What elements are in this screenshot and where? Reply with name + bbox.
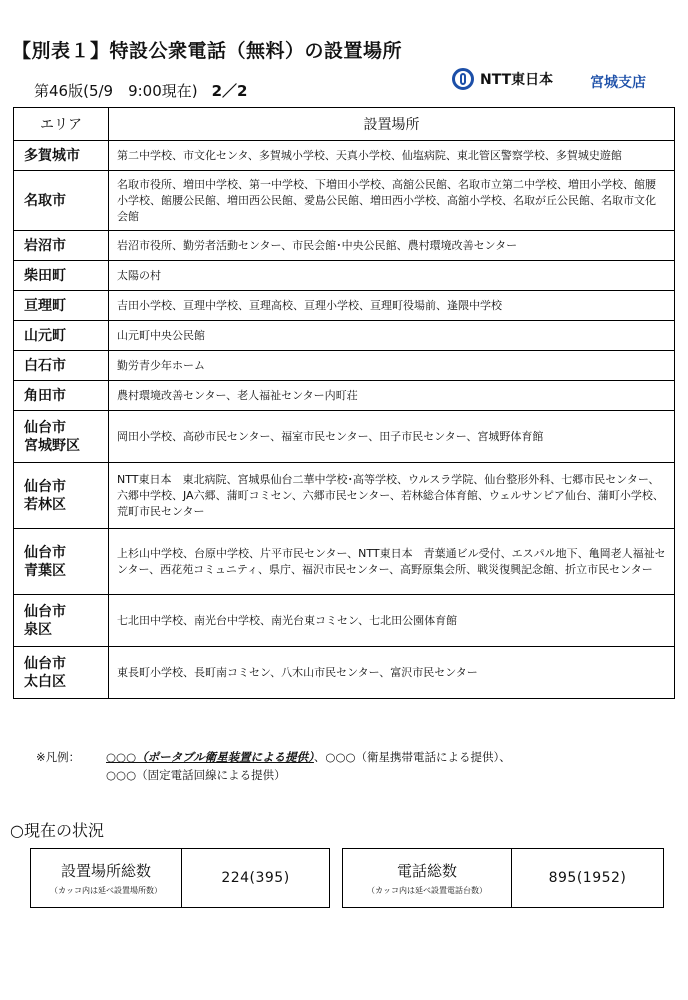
- locations-total-box: [30, 848, 330, 908]
- edition-line: [34, 80, 248, 101]
- header-area: エリア: [14, 108, 109, 141]
- table-row: [14, 647, 675, 699]
- page-number: 2／2: [211, 82, 248, 100]
- table-row: [14, 463, 675, 529]
- table-row: [14, 411, 675, 463]
- places-cell: 岡田小学校、高砂市民センター、福室市民センター、田子市民センター、宮城野体育館: [109, 411, 675, 463]
- legend-label: ※凡例：: [36, 750, 81, 764]
- ntt-logo-icon: [452, 68, 474, 90]
- places-cell: 太陽の村: [109, 261, 675, 291]
- places-cell: 勤労青少年ホーム: [109, 351, 675, 381]
- status-heading: ○現在の状況: [10, 821, 104, 840]
- places-cell: 吉田小学校、亘理中学校、亘理高校、亘理小学校、亘理町役場前、逢隈中学校: [109, 291, 675, 321]
- phones-caption: [343, 849, 512, 907]
- logo-text: NTT東日本: [480, 72, 554, 88]
- location-table: [13, 107, 675, 699]
- legend-separator: 、: [313, 750, 326, 764]
- places-cell: 七北田中学校、南光台中学校、南光台東コミセン、七北田公園体育館: [109, 595, 675, 647]
- table-row: [14, 231, 675, 261]
- area-cell: 山元町: [14, 321, 109, 351]
- places-cell: 東長町小学校、長町南コミセン、八木山市民センター、富沢市民センター: [109, 647, 675, 699]
- area-cell: 仙台市 宮城野区: [14, 411, 109, 463]
- locations-caption: [31, 849, 182, 907]
- area-cell: 岩沼市: [14, 231, 109, 261]
- table-row: [14, 529, 675, 595]
- area-cell: 多賀城市: [14, 141, 109, 171]
- area-cell: 仙台市 若林区: [14, 463, 109, 529]
- area-cell: 角田市: [14, 381, 109, 411]
- phones-total-box: [342, 848, 664, 908]
- area-cell: 亘理町: [14, 291, 109, 321]
- table-row: [14, 351, 675, 381]
- table-row: [14, 141, 675, 171]
- ntt-logo: [452, 68, 553, 90]
- area-cell: 仙台市 泉区: [14, 595, 109, 647]
- area-cell: 白石市: [14, 351, 109, 381]
- table-row: [14, 171, 675, 231]
- phones-label: 電話総数: [396, 862, 457, 880]
- places-cell: 上杉山中学校、台原中学校、片平市民センター、NTT東日本 青葉通ビル受付、エスパル地下、亀岡老人福祉センター、西花苑コミュニティ、県庁、福沢市民センター、高野原集会所、戦災復興記念館、折立市民センター: [109, 529, 675, 595]
- legend-item-satellite: ○○○（衛星携帯電話による提供）: [325, 750, 500, 764]
- places-cell: 農村環境改善センター、老人福祉センター内町荘: [109, 381, 675, 411]
- header-places: 設置場所: [109, 108, 675, 141]
- locations-value: 224(395): [221, 870, 290, 886]
- places-cell: 第二中学校、市文化センタ、多賀城小学校、天真小学校、仙塩病院、東北管区警察学校、多賀城史遊館: [109, 141, 675, 171]
- places-cell: 岩沼市役所、勤労者活動センター、市民会館･中央公民館、農村環境改善センター: [109, 231, 675, 261]
- table-body: [14, 141, 675, 699]
- places-cell: 名取市役所、増田中学校、第一中学校、下増田小学校、高舘公民館、名取市立第二中学校、増田小学校、館腰小学校、館腰公民館、増田西公民館、愛島公民館、増田西小学校、高舘小学校、名取が丘公民館、名取市文化会館: [109, 171, 675, 231]
- area-cell: 名取市: [14, 171, 109, 231]
- table-row: [14, 291, 675, 321]
- branch-name: 宮城支店: [590, 75, 646, 91]
- table-row: [14, 595, 675, 647]
- legend-item-portable: ○○○（ポータブル衛星装置による提供）: [106, 750, 314, 764]
- area-cell: 仙台市 青葉区: [14, 529, 109, 595]
- area-cell: 柴田町: [14, 261, 109, 291]
- table-row: [14, 261, 675, 291]
- locations-label: 設置場所総数: [60, 862, 151, 880]
- legend: [36, 748, 511, 784]
- table-header-row: [14, 108, 675, 141]
- phones-value: 895(1952): [548, 870, 627, 886]
- legend-item-fixed: ○○○（固定電話回線による提供）: [106, 768, 286, 782]
- places-cell: NTT東日本 東北病院、宮城県仙台二華中学校･高等学校、ウルスラ学院、仙台整形外科、七郷市民センター、六郷中学校、JA六郷、蒲町コミセン、六郷市民センター、若林総合体育館、ウェルサンピア仙台、蒲町小学校、荒町市民センター: [109, 463, 675, 529]
- phones-sublabel: （カッコ内は延べ設置電話台数）: [367, 886, 487, 895]
- edition-label: 第46版(5/9 9:00現在): [34, 82, 198, 100]
- area-cell: 仙台市 太白区: [14, 647, 109, 699]
- legend-separator: 、: [499, 750, 511, 764]
- places-cell: 山元町中央公民館: [109, 321, 675, 351]
- table-row: [14, 321, 675, 351]
- page-title: 【別表１】特設公衆電話（無料）の設置場所: [12, 40, 403, 62]
- locations-sublabel: （カッコ内は延べ設置場所数）: [50, 886, 162, 895]
- table-row: [14, 381, 675, 411]
